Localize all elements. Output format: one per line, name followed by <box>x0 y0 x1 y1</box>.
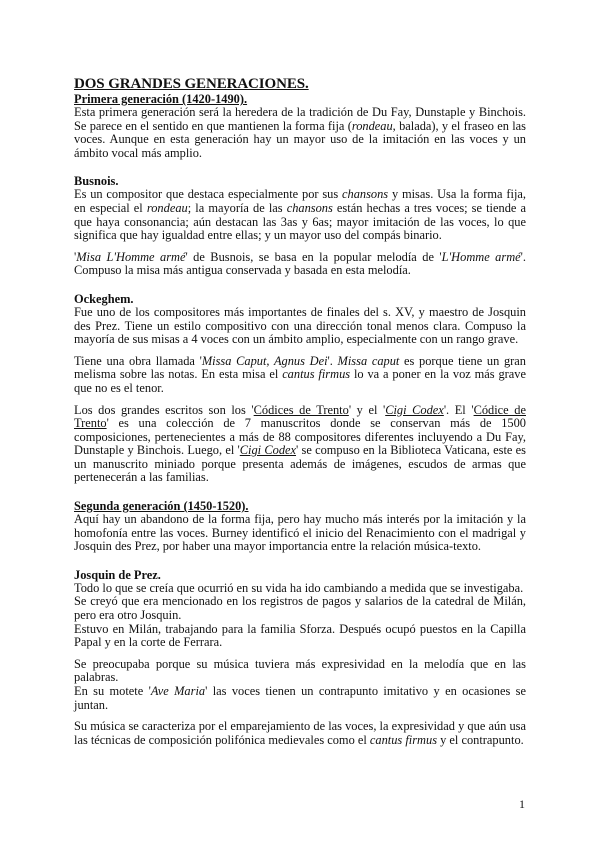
document-title: DOS GRANDES GENERACIONES. <box>74 76 309 92</box>
heading-josquin: Josquin de Prez. <box>74 567 161 582</box>
paragraph-busnois-1: Es un compositor que destaca especialmente por sus chansons y misas. Usa la forma fija, en especial el rondeau; la mayoría de las chansons están hechas a tres voces; se tiende a que haya consonancia; aún destacan las 3as y 6as; mayor imitación de las voces, lo que significa que hay igualdad entre ellas; y un mayor uso del compás binario. <box>74 187 526 243</box>
paragraph-ockeghem-1: Fue uno de los compositores más importantes de finales del s. XV, y maestro de Josquin des Prez. Tiene un estilo compositivo con una dirección tonal menos clara. Compuso la mayoría de sus misas a 4 voces con un ámbito amplio, especialmente con un rango grave. <box>74 304 526 347</box>
paragraph-ockeghem-2: Tiene una obra llamada 'Missa Caput, Agnus Dei'. Missa caput es porque tiene un gran melisma sobre las notas. En esta misa el cantus firmus lo va a poner en la voz más grave que no es el tenor. <box>74 353 526 395</box>
line-josquin-3: Estuvo en Milán, trabajando para la familia Sforza. Después ocupó puestos en la Capilla Papal y en la corte de Ferrara. <box>74 621 526 650</box>
heading-ockeghem: Ockeghem. <box>74 291 134 306</box>
heading-busnois: Busnois. <box>74 174 119 189</box>
paragraph-josquin-3: En su motete 'Ave Maria' las voces tienen un contrapunto imitativo y en ocasiones se juntan. <box>74 684 526 712</box>
paragraph-josquin-4: Su música se caracteriza por el emparejamiento de las voces, la expresividad y que aún usa las técnicas de composición polifónica medievales como el cantus firmus y el contrapunto. <box>74 719 526 747</box>
section-heading-primera: Primera generación (1420-1490). <box>74 92 248 106</box>
paragraph-primera: Esta primera generación será la heredera de la tradición de Du Fay, Dunstaple y Binchois. Se parece en el sentido en que mantienen la forma fija (rondeau, balada), y el fraseo en las voces. Aunque en esta generación hay un mayor uso de la imitación en las voces y un ámbito vocal más amplio. <box>74 105 527 160</box>
page-number: 1 <box>519 797 525 811</box>
paragraph-segunda: Aquí hay un abandono de la forma fija, pero hay mucho más interés por la imitación y la homofonía entre las voces. Burney identificó el inicio del Renacimiento con el madrigal y Josquin des Prez, por haber una mayor importancia entre la relación música-texto. <box>74 512 526 554</box>
paragraph-ockeghem-3: Los dos grandes escritos son los 'Códices de Trento' y el 'Cigi Codex'. El 'Códice de Trento' es una colección de 7 manuscritos donde se conservan más de 1500 composiciones, pertenecientes a más de 88 compositores diferentes incluyendo a Du Fay, Dunstaple y Binchois. Luego, el 'Cigi Codex' se compuso en la Biblioteca Vaticana, este es un manuscrito miniado porque presenta además de imágenes, escudos de armas que pertenecerán a las familias. <box>74 402 526 485</box>
paragraph-josquin-2: Se preocupaba porque su música tuviera más expresividad en la melodía que en las palabras. <box>74 656 526 685</box>
line-josquin-2: Se creyó que era mencionado en los registros de pagos y salarios de la catedral de Milán, pero era otro Josquin. <box>74 594 526 623</box>
line-josquin-1: Todo lo que se creía que ocurrió en su vida ha ido cambiando a medida que se investigaba. <box>74 580 524 595</box>
section-heading-segunda: Segunda generación (1450-1520). <box>74 499 249 514</box>
paragraph-busnois-2: 'Misa L'Homme armé' de Busnois, se basa en la popular melodía de 'L'Homme armé'. Compuso la misa más antigua conservada y basada en esta melodía. <box>74 249 526 278</box>
